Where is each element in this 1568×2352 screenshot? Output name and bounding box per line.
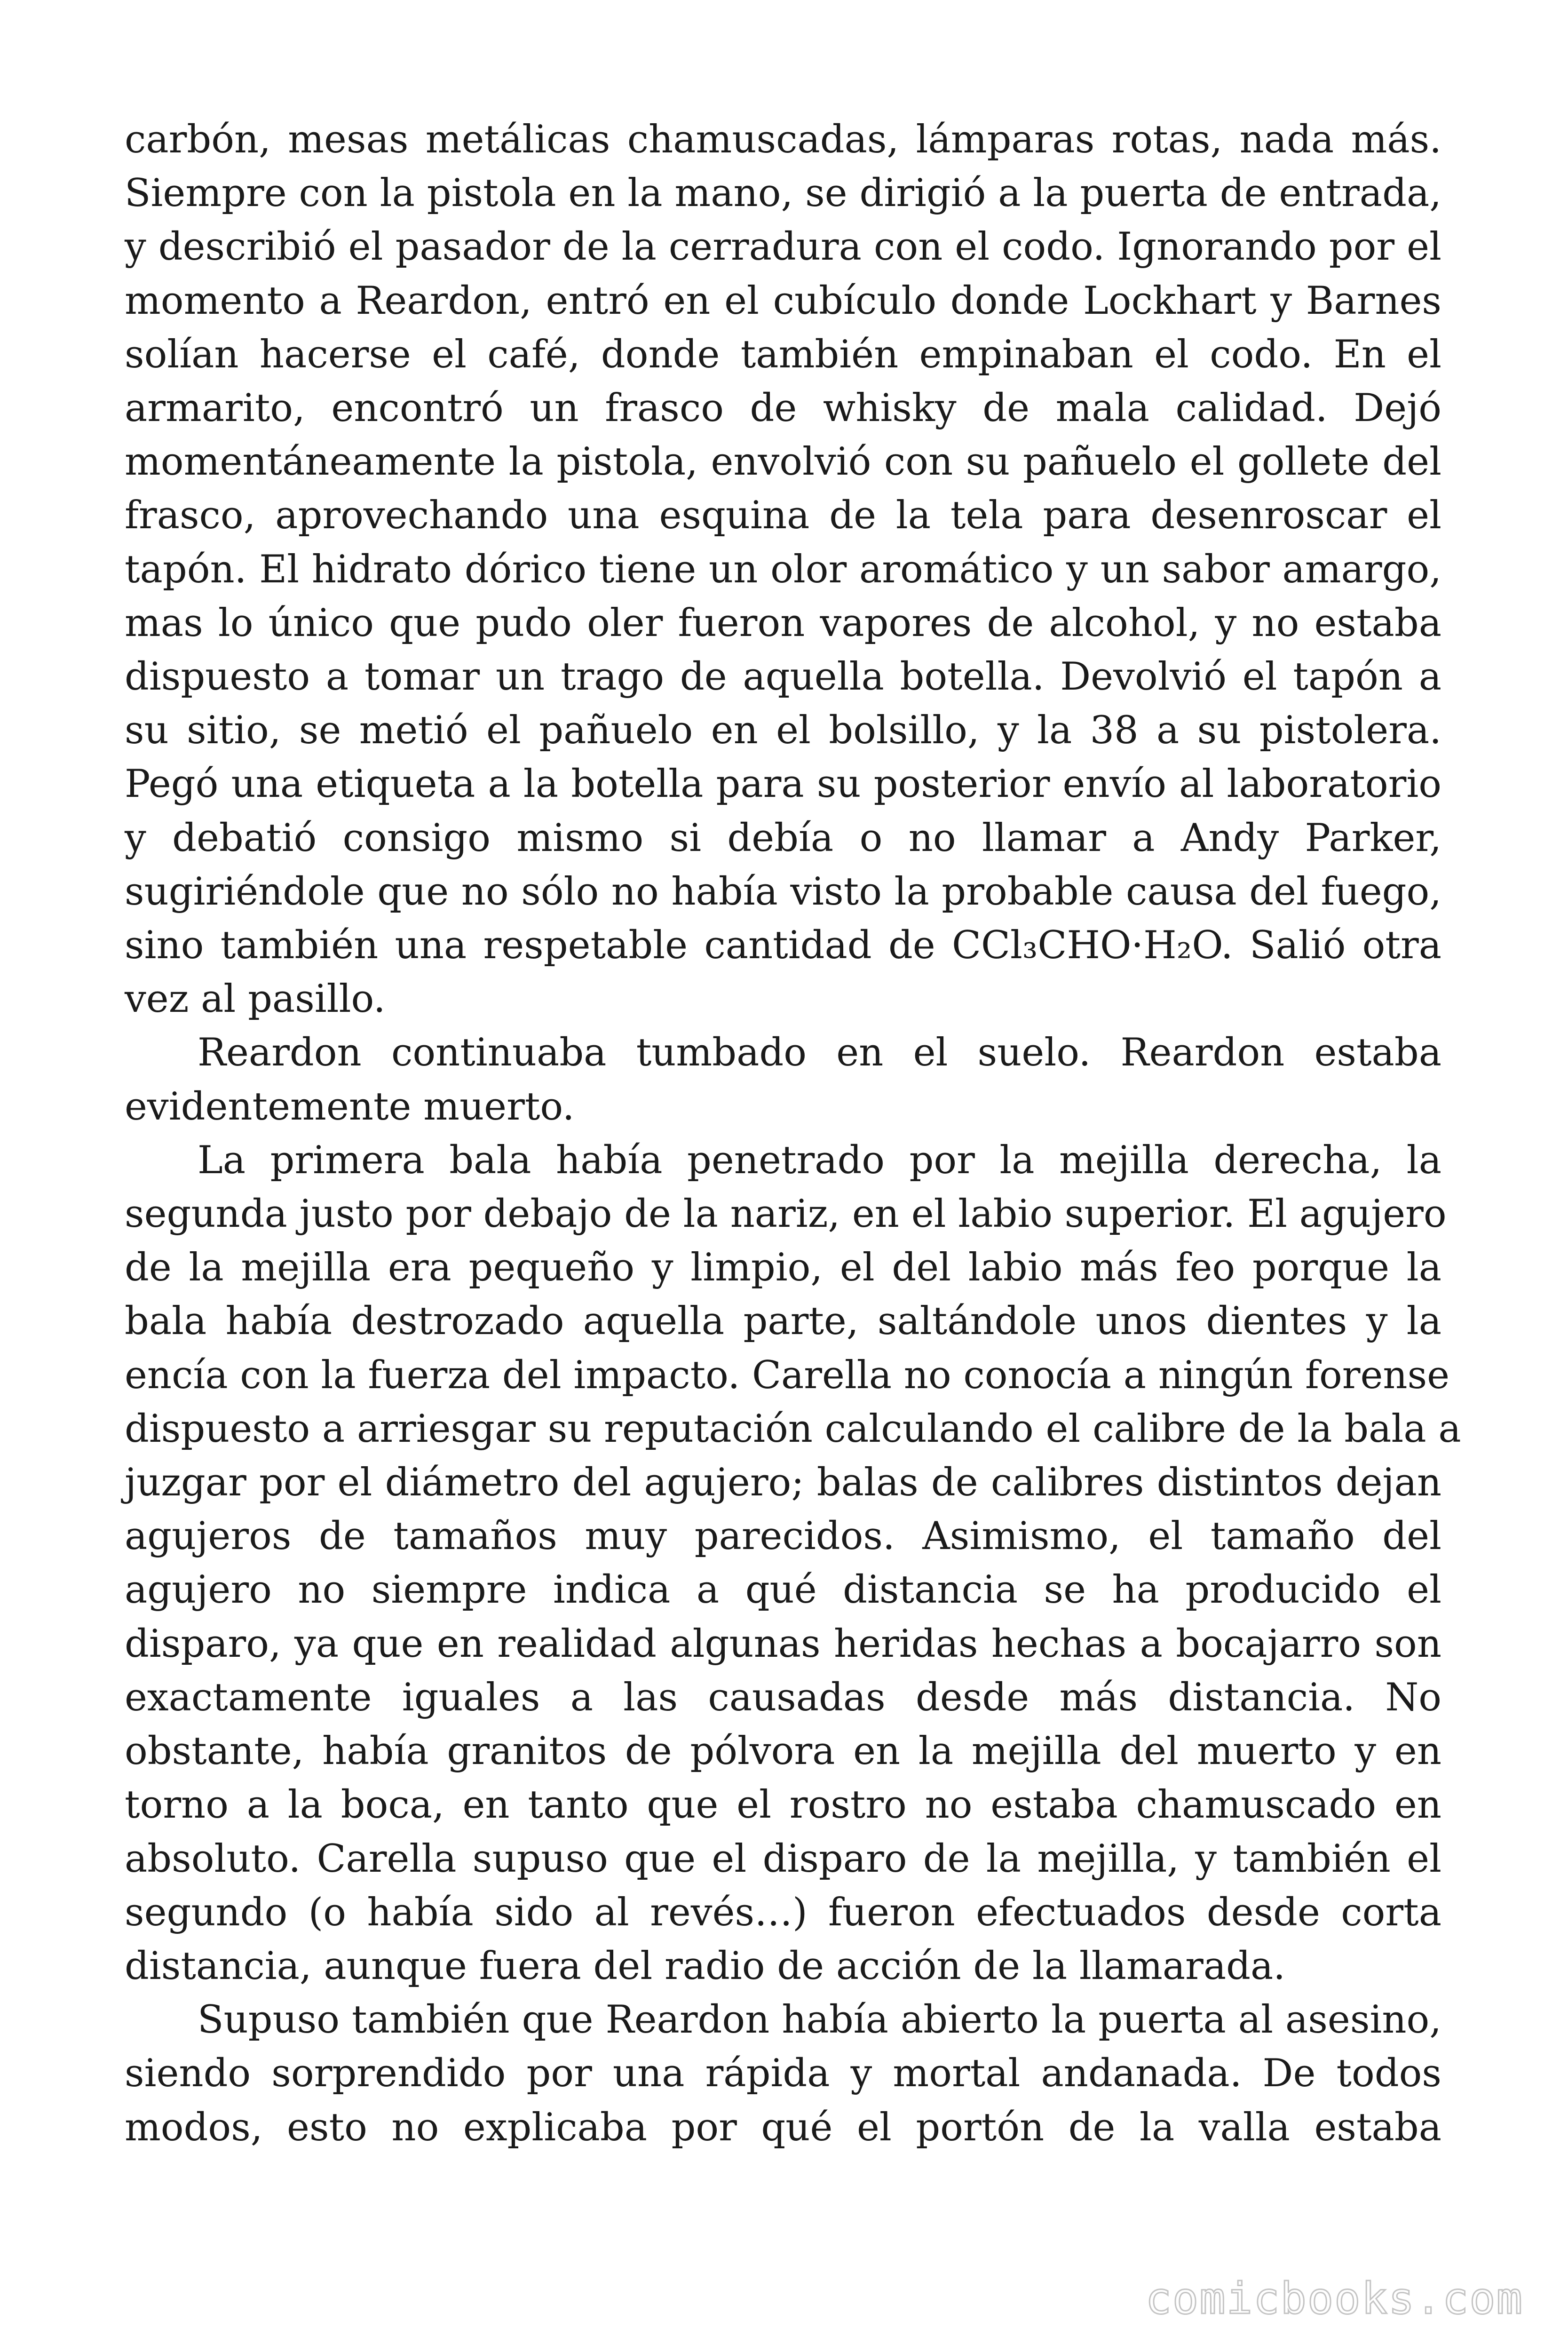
text-line: tapón. El hidrato dórico tiene un olor aromático y un sabor amargo, (125, 547, 1441, 592)
text-line: y debatió consigo mismo si debía o no llamar a Andy Parker, (125, 816, 1441, 860)
text-line: carbón, mesas metálicas chamuscadas, lámparas rotas, nada más. (125, 118, 1441, 162)
text-line: obstante, había granitos de pólvora en la mejilla del muerto y en (125, 1729, 1441, 1774)
text-line: de la mejilla era pequeño y limpio, el del labio más feo porque la (125, 1246, 1441, 1290)
text-line: juzgar por el diámetro del agujero; balas de calibres distintos dejan (125, 1461, 1441, 1505)
text-line: absoluto. Carella supuso que el disparo de la mejilla, y también el (125, 1836, 1441, 1881)
page-body (125, 113, 1461, 2154)
text-line: siendo sorprendido por una rápida y mortal andanada. De todos (125, 2051, 1441, 2096)
text-line: su sitio, se metió el pañuelo en el bolsillo, y la 38 a su pistolera. (125, 708, 1441, 753)
paragraph-1 (125, 113, 1441, 1026)
text-line: frasco, aprovechando una esquina de la tela para desenroscar el (125, 493, 1441, 538)
text-line: armarito, encontró un frasco de whisky de mala calidad. Dejó (125, 386, 1441, 431)
text-line: momento a Reardon, entró en el cubículo donde Lockhart y Barnes (125, 278, 1441, 323)
watermark-logo: comicbooks.com (1145, 2273, 1523, 2324)
text-line: distancia, aunque fuera del radio de acción de la llamarada. (125, 1944, 1286, 1988)
text-line: vez al pasillo. (125, 977, 386, 1022)
text-line: sino también una respetable cantidad de CCl₃CHO·H₂O. Salió otra (125, 923, 1441, 968)
text-line: mas lo único que pudo oler fueron vapores de alcohol, y no estaba (125, 601, 1441, 645)
text-line: disparo, ya que en realidad algunas heridas hechas a bocajarro son (125, 1621, 1441, 1666)
text-line: La primera bala había penetrado por la mejilla derecha, la (198, 1138, 1441, 1183)
text-line: evidentemente muerto. (125, 1084, 575, 1129)
text-line: torno a la boca, en tanto que el rostro no estaba chamuscado en (125, 1783, 1441, 1828)
text-line: momentáneamente la pistola, envolvió con su pañuelo el gollete del (125, 440, 1441, 485)
paragraph-3 (125, 1134, 1461, 1993)
text-line: exactamente iguales a las causadas desde más distancia. No (125, 1675, 1441, 1720)
text-line: encía con la fuerza del impacto. Carella no conocía a ningún forense (125, 1353, 1450, 1398)
text-line: agujero no siempre indica a qué distancia se ha producido el (125, 1568, 1441, 1613)
text-line: Reardon continuaba tumbado en el suelo. Reardon estaba (198, 1031, 1441, 1075)
text-line: dispuesto a tomar un trago de aquella botella. Devolvió el tapón a (125, 655, 1441, 699)
text-line: Siempre con la pistola en la mano, se dirigió a la puerta de entrada, (125, 171, 1441, 216)
paragraph-2 (125, 1026, 1441, 1133)
text-line: segundo (o había sido al revés…) fueron efectuados desde corta (125, 1890, 1441, 1935)
text-line: Supuso también que Reardon había abierto la puerta al asesino, (198, 1998, 1441, 2042)
text-line: solían hacerse el café, donde también empinaban el codo. En el (125, 332, 1441, 377)
text-line: bala había destrozado aquella parte, saltándole unos dientes y la (125, 1299, 1441, 1344)
text-line: modos, esto no explicaba por qué el portón de la valla estaba (125, 2105, 1441, 2150)
text-line: dispuesto a arriesgar su reputación calculando el calibre de la bala a (125, 1406, 1461, 1451)
text-line: y describió el pasador de la cerradura con el codo. Ignorando por el (125, 225, 1441, 270)
text-line: segunda justo por debajo de la nariz, en el labio superior. El agujero (125, 1192, 1447, 1237)
text-line: agujeros de tamaños muy parecidos. Asimismo, el tamaño del (125, 1514, 1441, 1559)
text-line: Pegó una etiqueta a la botella para su posterior envío al laboratorio (125, 762, 1441, 807)
text-line: sugiriéndole que no sólo no había visto la probable causa del fuego, (125, 869, 1441, 914)
paragraph-4 (125, 1993, 1441, 2154)
